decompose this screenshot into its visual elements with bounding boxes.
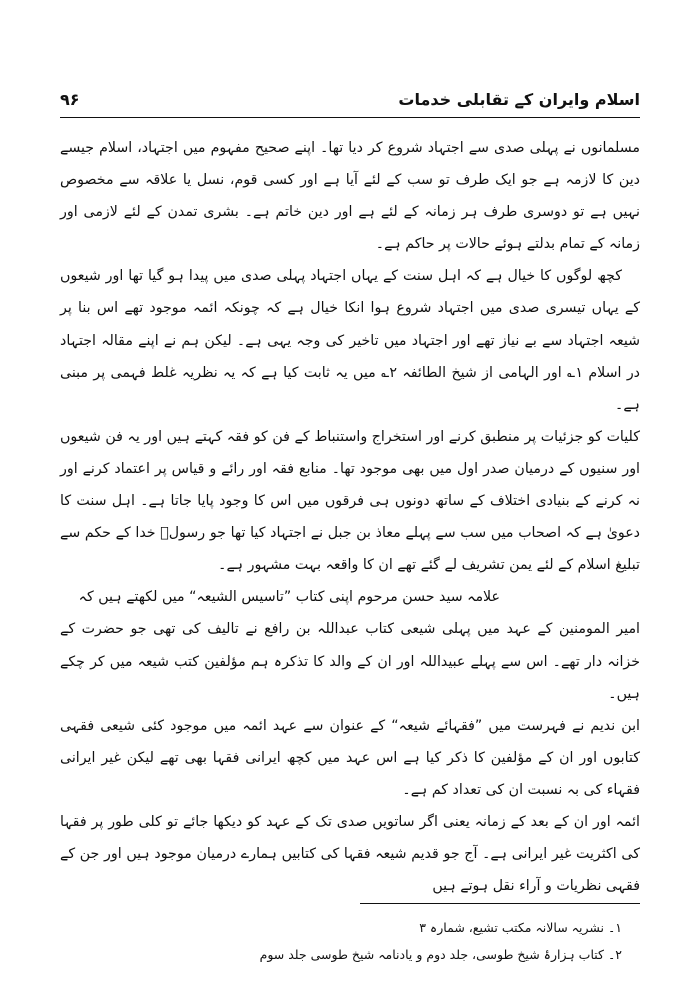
- footnotes: [60, 914, 622, 968]
- paragraph: مسلمانوں نے پہلی صدی سے اجتہاد شروع کر دیا تھا۔ اپنے صحیح مفہوم میں اجتہاد، اسلام جیسے دین کا لازمہ ہے جو ایک طرف تو سب کے لئے آیا ہے اور کسی قوم، نسل یا علاقہ سے مخصوص نہیں ہے تو دوسری طرف ہر زمانہ کے لئے ہے اور دین خاتم ہے۔ بشری تمدن کے لئے لازمی اور زمانہ کے تمام بدلتے ہوئے حالات پر حاکم ہے۔: [60, 140, 640, 253]
- paragraph: کچھ لوگوں کا خیال ہے کہ اہل سنت کے یہاں اجتہاد پہلی صدی میں پیدا ہو گیا تھا اور شیعوں کے یہاں تیسری صدی میں اجتہاد شروع ہوا انکا خیال ہے کہ چونکہ ائمہ موجود تھے اس بنا پر شیعہ اجتہاد سے بے نیاز تھے اور اجتہاد میں تاخیر کی وجہ یہی ہے۔ لیکن ہم نے اپنے مقالہ اجتہاد در اسلام ۱؎ اور الہامی از شیخ الطائفہ ۲؎ میں یہ ثابت کیا ہے کہ یہ نظریہ غلط فہمی پر مبنی ہے۔: [60, 268, 641, 413]
- body-text: [60, 132, 640, 902]
- paragraph: ابن ندیم نے فہرست میں ”فقہائے شیعہ“ کے عنوان سے عہد ائمہ میں موجود کئی شیعی فقہی کتابوں اور ان کے مؤلفین کا ذکر کیا ہے اس عہد میں کچھ ایرانی فقہا بھی تھے لیکن غیر ایرانی فقہاء کی بہ نسبت ان کی تعداد کم ہے۔: [60, 717, 640, 798]
- footnote-rule: [360, 903, 640, 904]
- page-header: [60, 90, 640, 116]
- paragraph: کلیات کو جزئیات پر منطبق کرنے اور استخراج واستنباط کے فن کو فقہ کہتے ہیں اور یہ فن شیعوں اور سنیوں کے درمیان صدر اول میں بھی موجود تھا۔ منابع فقہ اور رائے و قیاس پر اعتماد کرنے اور نہ کرنے کے بنیادی اختلاف کے ساتھ دونوں ہی فرقوں میں اس کا وجود پایا جاتا ہے۔ اہل سنت کا دعویٰ ہے کہ اصحاب میں سب سے پہلے معاذ بن جبل نے اجتہاد کیا تھا جو رسولؐ خدا کے حکم سے تبلیغ اسلام کے لئے یمن تشریف لے گئے تھے ان کا واقعہ بہت مشہور ہے۔: [60, 428, 640, 574]
- header-rule: [60, 117, 640, 118]
- page-number: ۹۶: [60, 90, 80, 109]
- quotation: امیر المومنین کے عہد میں پہلی شیعی کتاب عبداللہ بن رافع نے تالیف کی تھی جو حضرت کے خزانہ دار تھے۔ اس سے پہلے عبیداللہ اور ان کے والد کا تذکرہ ہم مؤلفین کتب شیعہ میں کر چکے ہیں۔: [60, 621, 640, 702]
- footnote-1: ۱۔ نشریہ سالانہ مکتب تشیع، شمارہ ۳: [419, 920, 622, 935]
- quote-intro: علامہ سید حسن مرحوم اپنی کتاب ”تاسیس الشیعہ“ میں لکھتے ہیں کہ: [78, 589, 500, 606]
- paragraph: ائمہ اور ان کے بعد کے زمانہ یعنی اگر ساتویں صدی تک کے عہد کو دیکھا جائے تو کلی طور پر فقہا کی اکثریت غیر ایرانی ہے۔ آج جو قدیم شیعہ فقہا کی کتابیں ہمارے درمیان موجود ہیں اور جن کے فقہی نظریات و آراء نقل ہوتے ہیں: [60, 813, 640, 895]
- footnote-2: ۲۔ کتاب ہزارۂ شیخ طوسی، جلد دوم و یادنامہ شیخ طوسی جلد سوم: [259, 947, 622, 962]
- running-title: اسلام وایران کے تقابلی خدمات: [398, 90, 640, 109]
